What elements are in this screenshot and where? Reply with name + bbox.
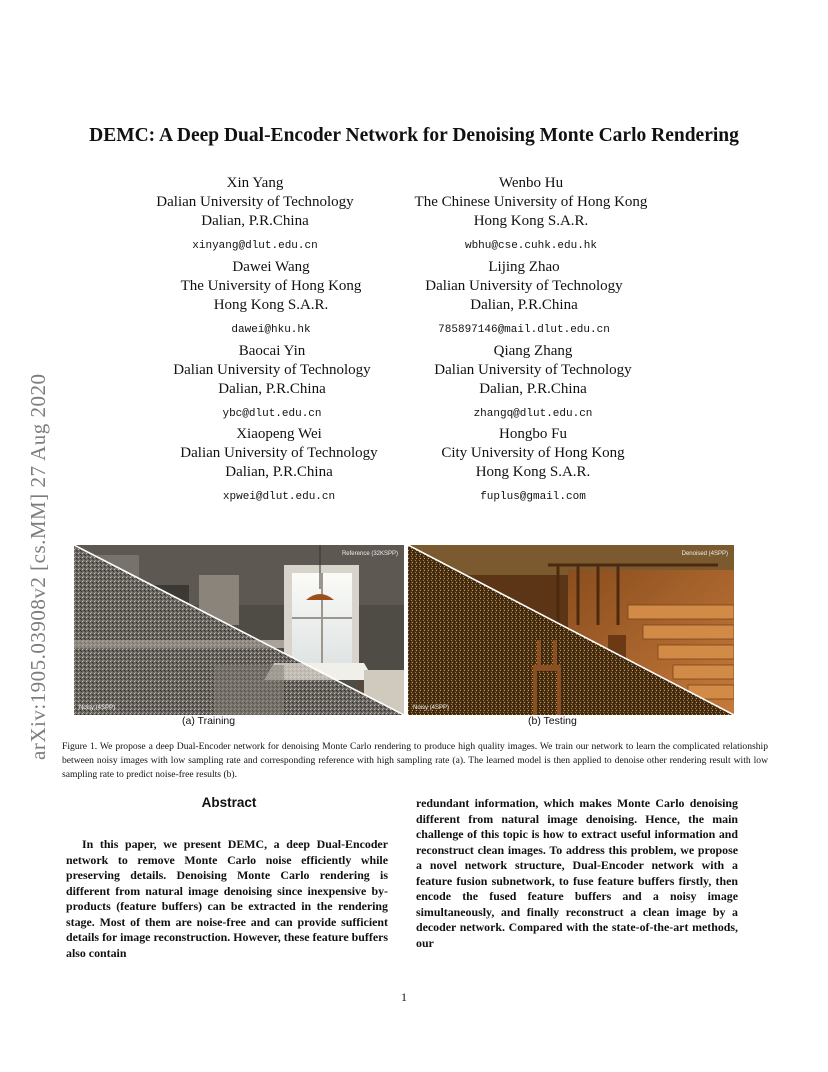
author-location: Hong Kong S.A.R. [475,464,591,480]
author-email[interactable]: dawei@hku.hk [231,324,311,336]
author-affiliation: Dalian University of Technology [173,362,371,378]
author-affiliation: Dalian University of Technology [425,278,623,294]
author-name: Baocai Yin [238,343,306,359]
author-email[interactable]: wbhu@cse.cuhk.edu.hk [464,240,598,252]
abstract-paragraph: In this paper, we present DEMC, a deep Dual-Encoder network to remove Monte Carlo noise efficiently while preserving details. Denoising Monte Carlo rendering is different from natural image denoising since inexpensive by-products (feature buffers) can be extracted in the rendering stage. Most of them are noise-free and can provide sufficient details for image reconstruction. However, these feature buffers also contain [66,837,388,960]
author-block [408,342,658,424]
author-name: Dawei Wang [232,259,310,275]
staircase-render-illustration [408,545,734,715]
author-name: Hongbo Fu [499,426,567,442]
author-block [147,342,397,424]
abstract-text-right [416,796,738,951]
denoised-label: Denoised (4SPP) [681,551,728,557]
author-block [396,174,666,256]
abstract-paragraph-continued: redundant information, which makes Monte Carlo denoising different from natural image denoising. Hence, the main challenge of this topic is how to extract useful information and reconstruct clean images. To address this problem, we propose a novel network structure, Dual-Encoder network with a feature fusion subnetwork, to fuse feature buffers firstly, then encode the fused feature buffers and a noisy image simultaneously, and finally reconstruct a clean image by a decoder network. Compared with the state-of-the-art methods, our [416,796,738,950]
author-block [154,425,404,507]
figure-training-image [74,545,404,715]
author-email[interactable]: fuplus@gmail.com [480,491,586,503]
author-location: Dalian, P.R.China [470,297,578,313]
author-name: Lijing Zhao [488,259,560,275]
paper-title: DEMC: A Deep Dual-Encoder Network for Denoising Monte Carlo Rendering [89,125,739,146]
author-email[interactable]: zhangq@dlut.edu.cn [473,408,593,420]
noisy-label: Noisy (4SPP) [79,705,116,711]
author-block [146,258,396,340]
author-name: Xiaopeng Wei [236,426,322,442]
author-affiliation: Dalian University of Technology [434,362,632,378]
author-location: Dalian, P.R.China [479,381,587,397]
author-block [408,425,658,507]
author-affiliation: Dalian University of Technology [180,445,378,461]
author-affiliation: The University of Hong Kong [180,278,362,294]
abstract-text-left [66,837,388,961]
subfigure-label-b: (b) Testing [528,715,577,727]
kitchen-render-illustration [74,545,404,715]
author-name: Qiang Zhang [493,343,573,359]
author-location: Hong Kong S.A.R. [473,213,589,229]
author-location: Hong Kong S.A.R. [213,297,329,313]
author-affiliation: City University of Hong Kong [441,445,625,461]
author-affiliation: The Chinese University of Hong Kong [414,194,648,210]
abstract-heading: Abstract [201,795,257,810]
author-email[interactable]: xpwei@dlut.edu.cn [222,491,336,503]
author-name: Wenbo Hu [498,175,564,191]
noisy-label: Noisy (4SPP) [413,705,450,711]
figure-testing-image [408,545,734,715]
subfigure-label-a: (a) Training [182,715,236,727]
author-block [130,174,380,256]
author-location: Dalian, P.R.China [225,464,333,480]
figure-caption: Figure 1. We propose a deep Dual-Encoder network for denoising Monte Carlo rendering to produce high quality images. We train our network to learn the complicated relationship between noisy images with low sampling rate and corresponding reference with high sampling rate (a). The learned model is then applied to denoise other rendering result with low sampling rate to predict noise-free results (b). [62,741,768,780]
author-location: Dalian, P.R.China [218,381,326,397]
page-number: 1 [401,990,407,1004]
author-email[interactable]: ybc@dlut.edu.cn [222,408,322,420]
author-location: Dalian, P.R.China [201,213,309,229]
arxiv-identifier: arXiv:1905.03908v2 [cs.MM] 27 Aug 2020 [26,373,50,760]
author-block [399,258,649,340]
author-email[interactable]: 785897146@mail.dlut.edu.cn [438,324,610,336]
author-email[interactable]: xinyang@dlut.edu.cn [192,240,318,252]
author-name: Xin Yang [226,175,284,191]
author-affiliation: Dalian University of Technology [156,194,354,210]
reference-label: Reference (32KSPP) [341,551,398,557]
